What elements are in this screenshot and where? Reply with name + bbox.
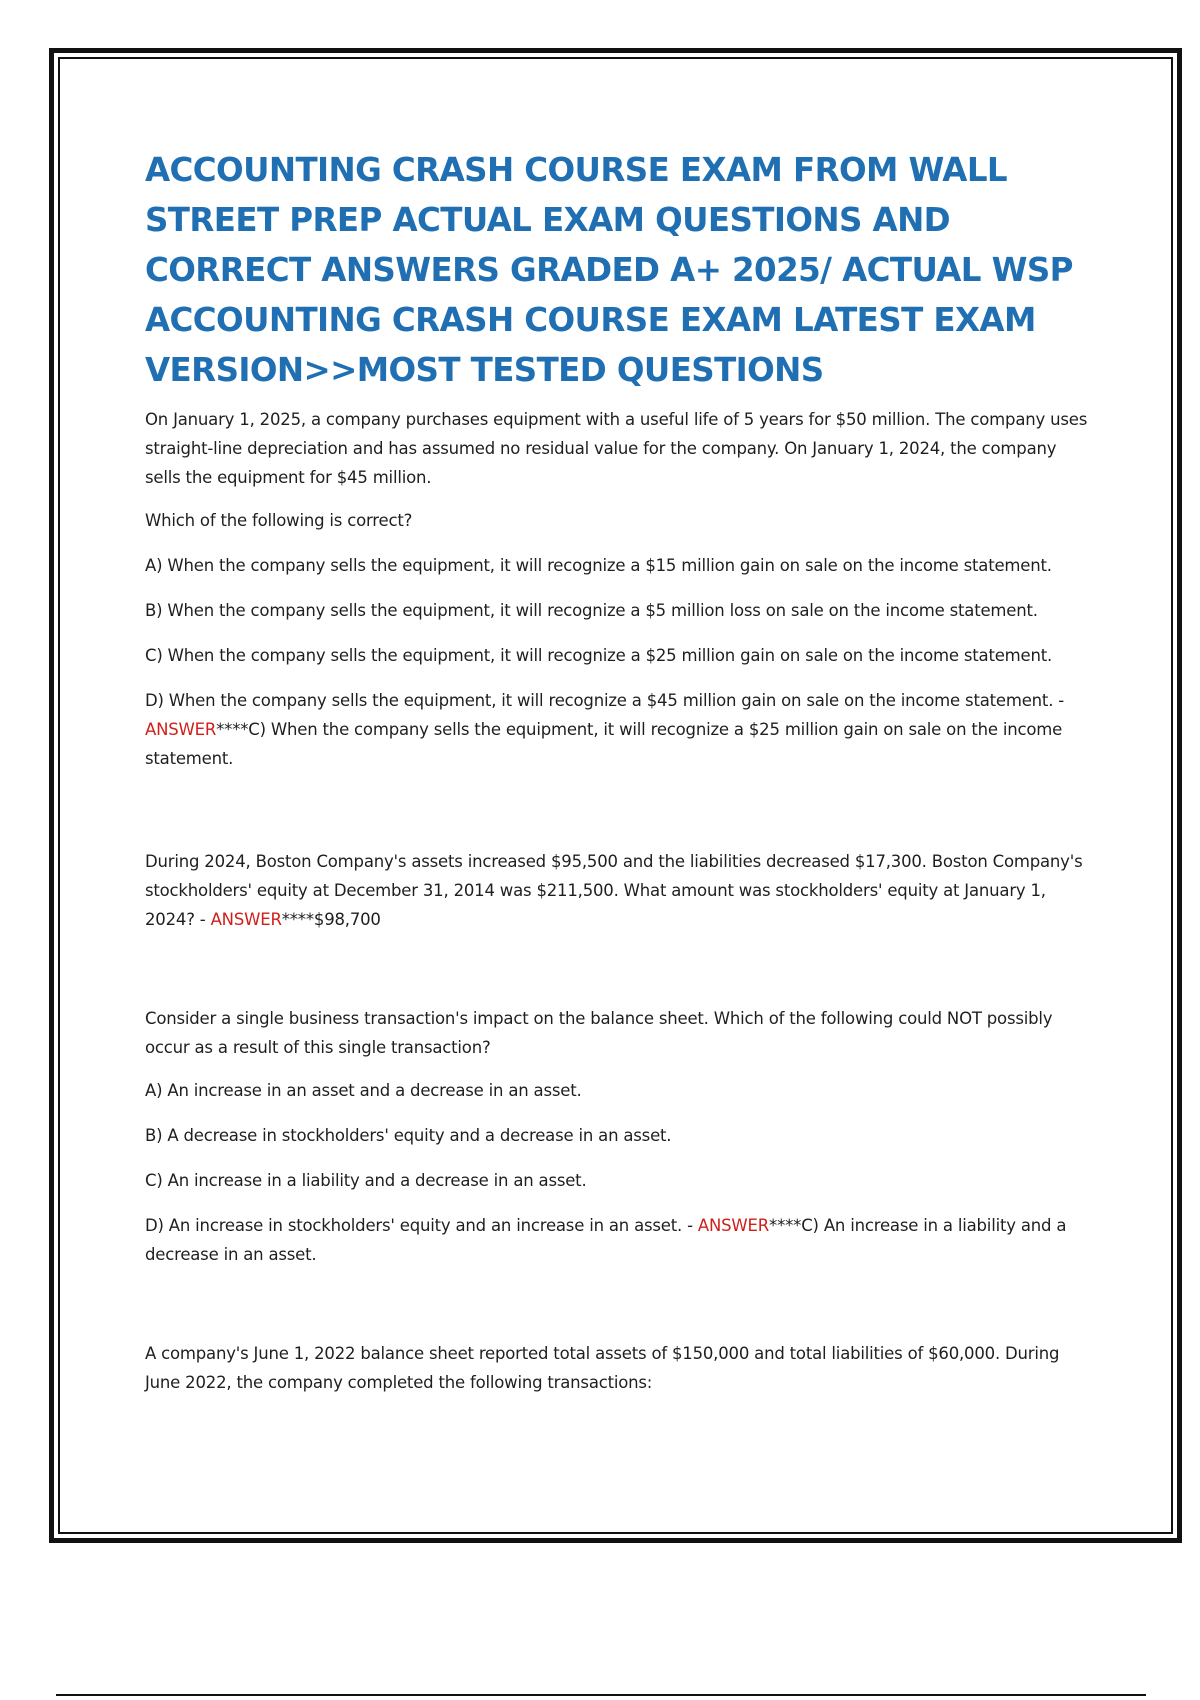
question-1-answer: ****C) When the company sells the equipment, it will recognize a $25 million gain on sale on the income statement. — [145, 720, 1063, 768]
document-title: ACCOUNTING CRASH COURSE EXAM FROM WALL STREET PREP ACTUAL EXAM QUESTIONS AND CORRECT ANSWERS GRADED A+ 2025/ ACTUAL WSP ACCOUNTING CRASH COURSE EXAM LATEST EXAM VERSION>>MOST TESTED QUESTIONS — [145, 151, 1073, 389]
question-2-answer: ****$98,700 — [281, 910, 381, 929]
question-1-stem: On January 1, 2025, a company purchases equipment with a useful life of 5 years for $50 million. The company uses straight-line depreciation and has assumed no residual value for the company. On January 1, 2024, the company sells the equipment for $45 million. — [145, 410, 1088, 487]
answer-label: ANSWER — [145, 720, 217, 739]
spacer — [145, 948, 1095, 1004]
question-1-option-c: C) When the company sells the equipment, it will recognize a $25 million gain on sale on the income statement. — [145, 646, 1053, 665]
question-2-stem-text: During 2024, Boston Company's assets increased $95,500 and the liabilities decreased $17,300. Boston Company's stockholders' equity at December 31, 2014 was $211,500. What amount was stockholders' equity at January 1, 2024? - — [145, 852, 1083, 929]
spacer — [145, 787, 1095, 847]
question-3-option-b: B) A decrease in stockholders' equity and a decrease in an asset. — [145, 1126, 672, 1145]
question-3 — [145, 1004, 1095, 1269]
answer-label: ANSWER — [697, 1216, 770, 1235]
question-2 — [145, 847, 1095, 934]
question-3-option-d-text: D) An increase in stockholders' equity and an increase in an asset. - — [145, 1216, 698, 1235]
question-1-option-a: A) When the company sells the equipment, it will recognize a $15 million gain on sale on the income statement. — [145, 556, 1052, 575]
question-2-stem — [145, 847, 1095, 934]
document-content — [145, 145, 1095, 1411]
spacer — [145, 1283, 1095, 1339]
question-1-option-d — [145, 686, 1095, 773]
question-1 — [145, 405, 1095, 773]
page-bottom-rule — [56, 1694, 1146, 1696]
question-3-option-d — [145, 1211, 1095, 1269]
question-4 — [145, 1339, 1095, 1397]
question-3-stem: Consider a single business transaction's impact on the balance sheet. Which of the following could NOT possibly occur as a result of this single transaction? — [145, 1009, 1053, 1057]
question-1-option-b: B) When the company sells the equipment, it will recognize a $5 million loss on sale on the income statement. — [145, 601, 1038, 620]
answer-label: ANSWER — [210, 910, 282, 929]
question-4-stem: A company's June 1, 2022 balance sheet reported total assets of $150,000 and total liabilities of $60,000. During June 2022, the company completed the following transactions: — [145, 1344, 1060, 1392]
question-3-option-c: C) An increase in a liability and a decrease in an asset. — [145, 1171, 587, 1190]
question-3-option-a: A) An increase in an asset and a decrease in an asset. — [145, 1081, 582, 1100]
question-3-answer: ****C) An increase in a liability and a decrease in an asset. — [145, 1216, 1067, 1264]
question-1-option-d-text: D) When the company sells the equipment, it will recognize a $45 million gain on sale on the income statement. - — [145, 691, 1065, 710]
question-1-prompt: Which of the following is correct? — [145, 511, 413, 530]
